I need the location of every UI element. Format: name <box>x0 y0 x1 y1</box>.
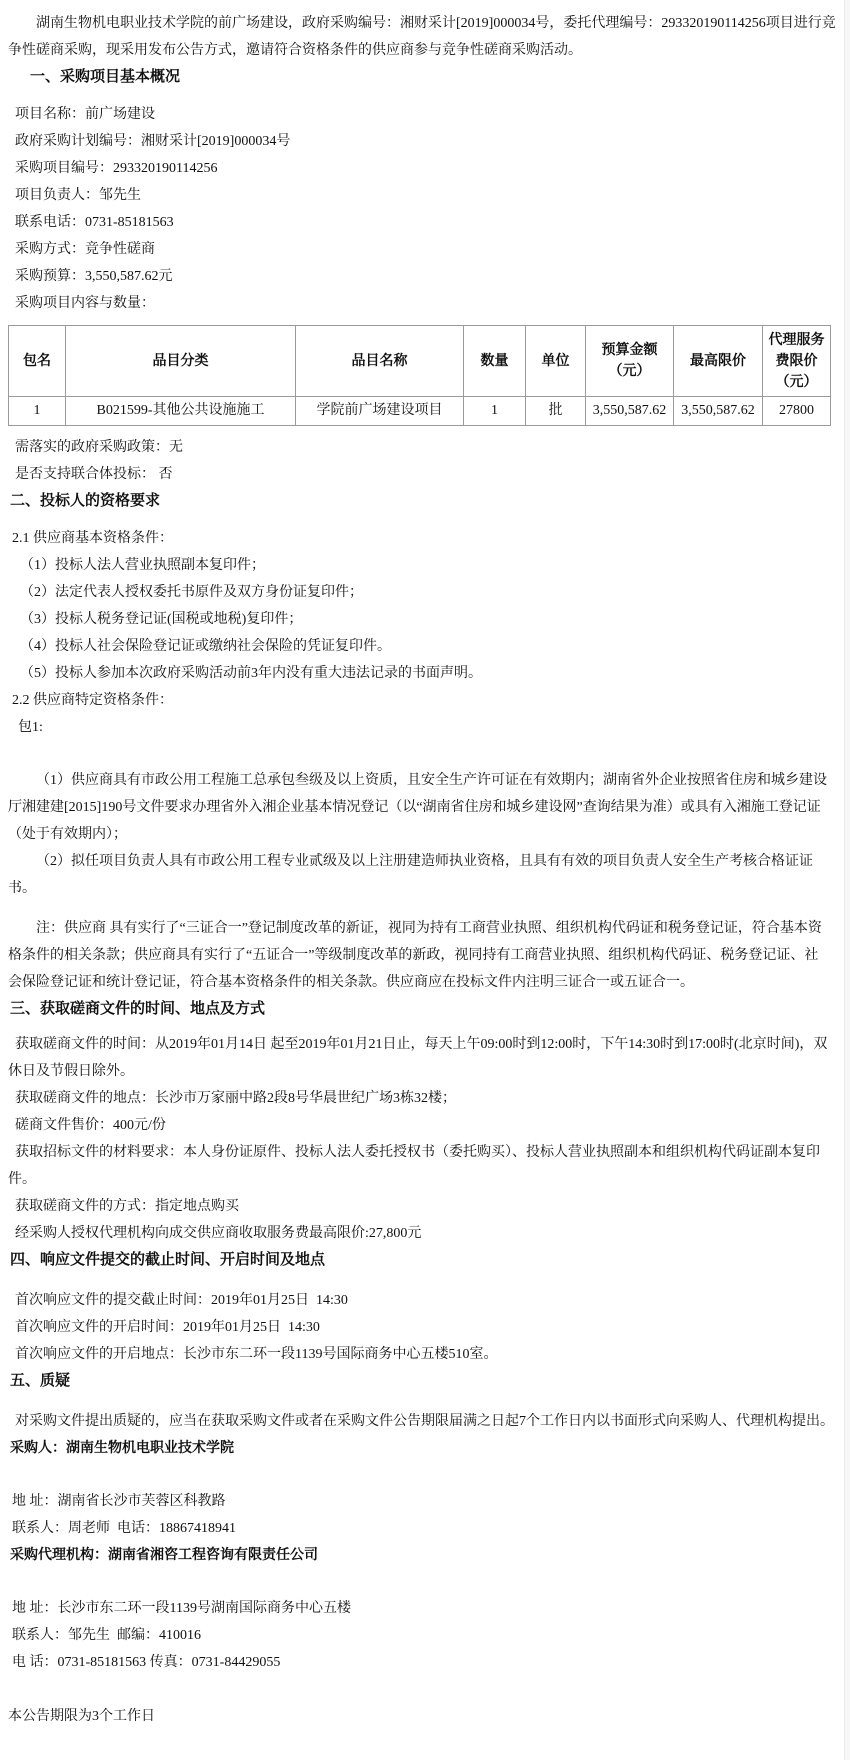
field-budget: 采购预算：3,550,587.62元 <box>15 269 173 284</box>
basic-qualification-item: （1）投标人法人营业执照副本复印件； <box>20 558 265 573</box>
specific-qualification-item-2: （2）拟任项目负责人具有市政公用工程专业贰级及以上注册建造师执业资格，且具有有效的项目负责人安全生产考核合格证证书。 <box>8 854 813 896</box>
basic-qualification-item: （5）投标人参加本次政府采购活动前3年内没有重大违法记录的书面声明。 <box>20 666 482 681</box>
table-header-row <box>9 326 831 397</box>
open-place-line: 首次响应文件的开启地点：长沙市东二环一段1139号国际商务中心五楼510室。 <box>15 1347 498 1362</box>
basic-qualification-item: （2）法定代表人授权委托书原件及双方身份证复印件； <box>20 585 363 600</box>
purchaser-address: 地 址：湖南省长沙市芙蓉区科教路 <box>12 1494 226 1509</box>
service-fee-line: 经采购人授权代理机构向成交供应商收取服务费最高限价:27,800元 <box>15 1226 422 1241</box>
specific-qualification-item-1: （1）供应商具有市政公用工程施工总承包叁级及以上资质，且安全生产许可证在有效期内；湖南省外企业按照省住房和城乡建设厅湘建建[2015]190号文件要求办理省外入湘企业基本情况登记（以“湖南省住房和城乡建设网”查询结果为准）或具有入湘施工登记证（处于有效期内）； <box>8 773 827 842</box>
field-contact-phone: 联系电话：0731-85181563 <box>15 215 174 230</box>
cell-budget: 3,550,587.62 <box>586 397 674 426</box>
col-header-unit: 单位 <box>526 326 586 397</box>
submit-deadline-line: 首次响应文件的提交截止时间：2019年01月25日 14:30 <box>15 1293 348 1308</box>
col-header-max-price: 最高限价 <box>674 326 763 397</box>
field-project-leader: 项目负责人：邹先生 <box>15 188 141 203</box>
field-project-number: 采购项目编号：293320190114256 <box>15 161 218 176</box>
intro-paragraph: 湖南生物机电职业技术学院的前广场建设，政府采购编号：湘财采计[2019]000034号，委托代理编号：293320190114256项目进行竞争性磋商采购，现采用发布公告方式，邀请符合资格条件的供应商参与竞争性磋商采购活动。 <box>8 16 836 58</box>
col-header-quantity: 数量 <box>464 326 526 397</box>
open-time-line: 首次响应文件的开启时间：2019年01月25日 14:30 <box>15 1320 320 1335</box>
col-header-package: 包名 <box>9 326 66 397</box>
section-5-heading: 五、质疑 <box>10 1373 71 1389</box>
field-plan-number: 政府采购计划编号：湘财采计[2019]000034号 <box>15 134 291 149</box>
col-header-agency-fee: 代理服务费限价（元） <box>763 326 831 397</box>
section-3-heading: 三、获取磋商文件的时间、地点及方式 <box>10 1001 266 1017</box>
procurement-items-table <box>8 325 831 426</box>
cell-unit: 批 <box>526 397 586 426</box>
cell-max-price: 3,550,587.62 <box>674 397 763 426</box>
cell-package: 1 <box>9 397 66 426</box>
purchaser-title: 采购人：湖南生物机电职业技术学院 <box>10 1441 234 1456</box>
section-2-heading: 二、投标人的资格要求 <box>10 493 161 509</box>
doc-materials-line: 获取招标文件的材料要求：本人身份证原件、投标人法人委托授权书（委托购买）、投标人营业执照副本和组织机构代码证副本复印件。 <box>8 1145 820 1187</box>
cell-category: B021599-其他公共设施施工 <box>66 397 296 426</box>
cell-item-name: 学院前广场建设项目 <box>296 397 464 426</box>
col-header-budget: 预算金额（元） <box>586 326 674 397</box>
section-1-heading: 一、采购项目基本概况 <box>30 69 181 85</box>
consortium-line: 是否支持联合体投标： 否 <box>15 467 173 482</box>
basic-qualification-item: （4）投标人社会保险登记证或缴纳社会保险的凭证复印件。 <box>20 639 391 654</box>
agency-contact: 联系人：邹先生 邮编：410016 <box>12 1628 201 1643</box>
field-content-quantity-label: 采购项目内容与数量： <box>15 296 155 311</box>
col-header-item-name: 品目名称 <box>296 326 464 397</box>
doc-place-line: 获取磋商文件的地点：长沙市万家丽中路2段8号华晨世纪广场3栋32楼； <box>15 1091 456 1106</box>
doc-method-line: 获取磋商文件的方式：指定地点购买 <box>15 1199 239 1214</box>
table-row <box>9 397 831 426</box>
field-procurement-method: 采购方式：竞争性磋商 <box>15 242 155 257</box>
purchaser-contact: 联系人：周老师 电话：18867418941 <box>12 1521 236 1536</box>
viewport-right-edge <box>844 0 850 1760</box>
col-header-category: 品目分类 <box>66 326 296 397</box>
package-label: 包1: <box>18 720 43 735</box>
policy-line: 需落实的政府采购政策：无 <box>15 440 183 455</box>
agency-title: 采购代理机构：湖南省湘咨工程咨询有限责任公司 <box>10 1548 318 1563</box>
agency-address: 地 址：长沙市东二环一段1139号湖南国际商务中心五楼 <box>12 1601 351 1616</box>
section-4-heading: 四、响应文件提交的截止时间、开启时间及地点 <box>10 1252 326 1268</box>
cell-agency-fee: 27800 <box>763 397 831 426</box>
basic-qualification-title: 2.1 供应商基本资格条件： <box>12 531 173 546</box>
specific-qualification-title: 2.2 供应商特定资格条件： <box>12 693 173 708</box>
doc-time-line: 获取磋商文件的时间：从2019年01月14日 起至2019年01月21日止，每天上午09:00时到12:00时，下午14:30时到17:00时(北京时间)，双休日及节假日除外。 <box>8 1037 828 1079</box>
basic-qualification-item: （3）投标人税务登记证(国税或地税)复印件； <box>20 612 303 627</box>
cell-quantity: 1 <box>464 397 526 426</box>
qualification-note: 注：供应商 具有实行了“三证合一”登记制度改革的新证，视同为持有工商营业执照、组织机构代码证和税务登记证，符合基本资格条件的相关条款；供应商具有实行了“五证合一”等级制度改革的新政，视同持有工商营业执照、组织机构代码证、税务登记证、社会保险登记证和统计登记证，符合基本资格条件的相关条款。供应商应在投标文件内注明三证合一或五证合一。 <box>8 921 822 990</box>
announcement-period: 本公告期限为3个工作日 <box>8 1709 155 1724</box>
doc-price-line: 磋商文件售价：400元/份 <box>15 1118 166 1133</box>
challenge-paragraph: 对采购文件提出质疑的，应当在获取采购文件或者在采购文件公告期限届满之日起7个工作日内以书面形式向采购人、代理机构提出。 <box>15 1414 834 1429</box>
agency-phone: 电 话：0731-85181563 传真：0731-84429055 <box>12 1655 281 1670</box>
field-project-name: 项目名称：前广场建设 <box>15 107 155 122</box>
